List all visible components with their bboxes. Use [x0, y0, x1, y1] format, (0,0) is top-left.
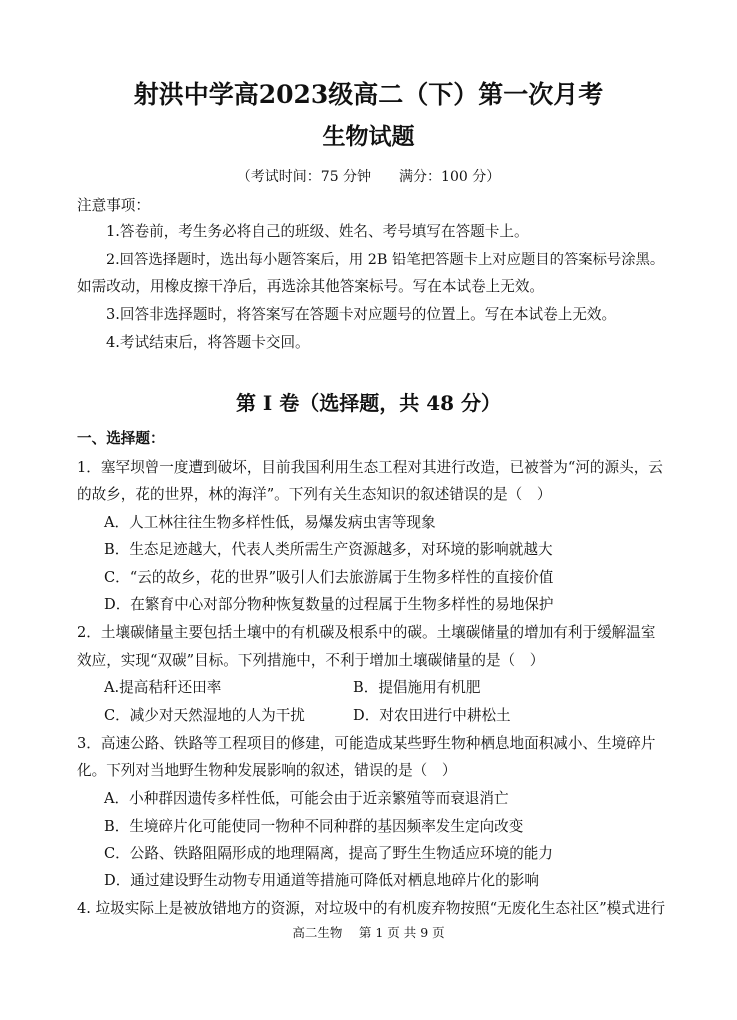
notes-item-3: 3.回答非选择题时，将答案写在答题卡对应题号的位置上。写在本试卷上无效。 [106, 306, 617, 323]
q3-stem-line-1: 3．高速公路、铁路等工程项目的修建，可能造成某些野生物种栖息地面积减小、生境碎片 [77, 735, 656, 752]
section-title: 第 I 卷（选择题，共 48 分） [235, 391, 502, 415]
page-footer: 高二生物 第 1 页 共 9 页 [292, 925, 445, 940]
q1-stem-line-1: 1．塞罕坝曾一度遭到破坏，目前我国利用生态工程对其进行改造，已被誉为“河的源头，云 [77, 459, 663, 476]
part-label: 一、选择题： [77, 430, 165, 447]
notes-item-2-line-1: 2.回答选择题时，选出每小题答案后，用 2B 铅笔把答题卡上对应题目的答案标号涂黑。 [106, 252, 665, 268]
notes-item-4: 4.考试结束后，将答题卡交回。 [106, 334, 310, 351]
q4-stem-line-1: 4. 垃圾实际上是被放错地方的资源，对垃圾中的有机废弃物按照“无废化生态社区”模式进行 [77, 900, 666, 917]
q1-option-d: D．在繁育中心对部分物种恢复数量的过程属于生物多样性的易地保护 [104, 596, 554, 613]
q2-option-d: D．对农田进行中耕松土 [353, 707, 511, 724]
exam-info [0, 167, 737, 187]
q1-option-b: B．生态足迹越大，代表人类所需生产资源越多，对环境的影响就越大 [104, 541, 553, 558]
q3-option-c: C．公路、铁路阻隔形成的地理隔离，提高了野生生物适应环境的能力 [104, 845, 553, 862]
q1-option-a: A．人工林往往生物多样性低，易爆发病虫害等现象 [104, 514, 436, 531]
exam-time: （考试时间：75 分钟 [236, 169, 372, 185]
exam-title: 射洪中学高2023级高二（下）第一次月考 [133, 80, 604, 109]
q2-stem-line-1: 2．土壤碳储量主要包括土壤中的有机碳及根系中的碳。土壤碳储量的增加有利于缓解温室 [77, 624, 656, 641]
q2-option-c: C．减少对天然湿地的人为干扰 [104, 707, 305, 724]
notes-item-2-line-2: 如需改动，用橡皮擦干净后，再选涂其他答案标号。写在本试卷上无效。 [77, 278, 545, 295]
exam-full-score: 满分：100 分） [399, 169, 501, 185]
q1-option-c: C．“云的故乡，花的世界”吸引人们去旅游属于生物多样性的直接价值 [104, 569, 554, 586]
q2-option-b: B．提倡施用有机肥 [353, 679, 481, 696]
q2-option-a: A.提高秸秆还田率 [104, 679, 222, 696]
q1-stem-line-2: 的故乡，花的世界，林的海洋”。下列有关生态知识的叙述错误的是（ ） [77, 486, 552, 503]
q2-stem-line-2: 效应，实现“双碳”目标。下列措施中，不利于增加土壤碳储量的是（ ） [77, 652, 545, 669]
exam-subtitle: 生物试题 [322, 123, 415, 150]
notes-heading: 注意事项： [77, 197, 150, 214]
notes-item-1: 1.答卷前，考生务必将自己的班级、姓名、考号填写在答题卡上。 [106, 223, 529, 240]
q3-option-a: A．小种群因遗传多样性低，可能会由于近亲繁殖等而衰退消亡 [104, 790, 509, 807]
q3-option-d: D．通过建设野生动物专用通道等措施可降低对栖息地碎片化的影响 [104, 872, 539, 889]
q3-stem-line-2: 化。下列对当地野生物种发展影响的叙述，错误的是（ ） [77, 762, 457, 779]
q3-option-b: B．生境碎片化可能使同一物种不同种群的基因频率发生定向改变 [104, 818, 524, 835]
